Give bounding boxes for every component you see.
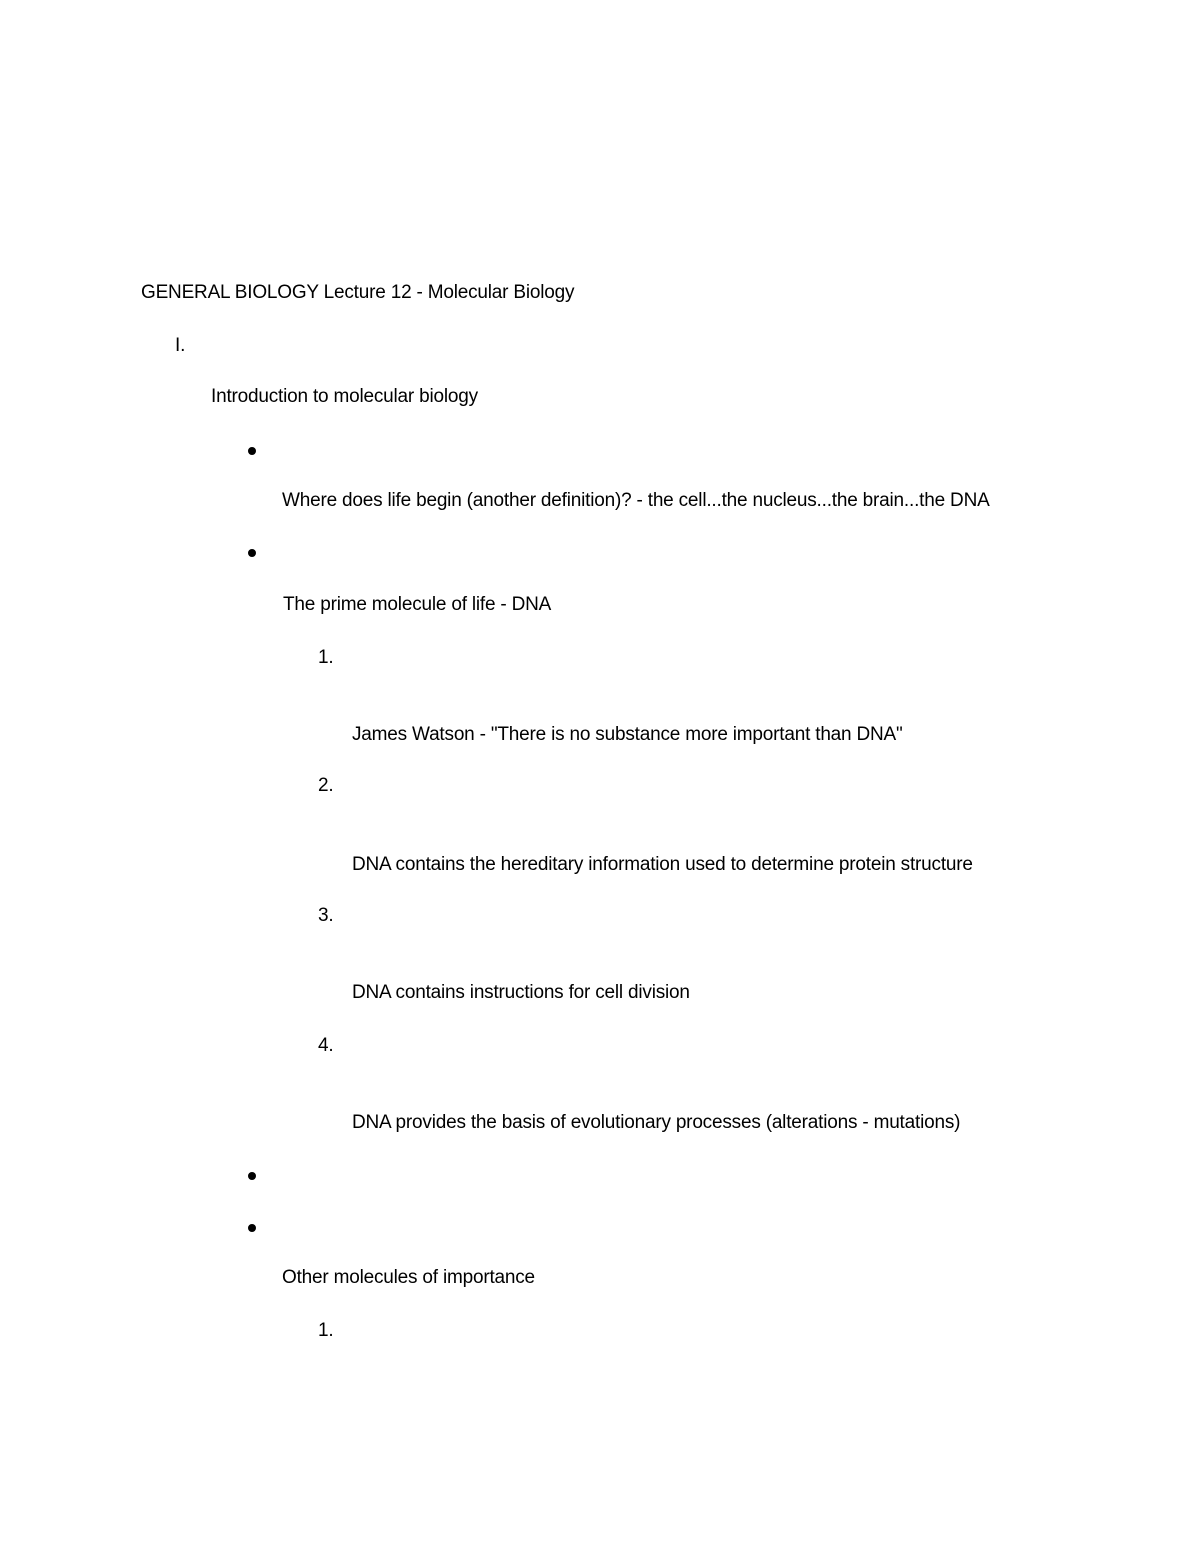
list-item-text: DNA contains instructions for cell division — [352, 982, 690, 1003]
list-item-text: DNA provides the basis of evolutionary processes (alterations - mutations) — [352, 1112, 961, 1133]
bullet-text: Other molecules of importance — [282, 1267, 535, 1288]
list-item-number: 1. — [318, 1320, 334, 1341]
bullet-text: Where does life begin (another definition)? - the cell...the nucleus...the brain...the DNA — [282, 490, 990, 511]
list-item-number: 1. — [318, 647, 334, 668]
list-item-number: 2. — [318, 775, 334, 796]
list-item-number: 4. — [318, 1035, 334, 1056]
list-item-text: DNA contains the hereditary information used to determine protein structure — [352, 854, 973, 875]
list-item-text: James Watson - "There is no substance more important than DNA" — [352, 724, 903, 745]
section-heading: Introduction to molecular biology — [211, 386, 478, 407]
section-marker: I. — [175, 335, 186, 356]
bullet-marker — [248, 447, 256, 455]
bullet-marker — [248, 549, 256, 557]
bullet-marker — [248, 1172, 256, 1180]
list-item-number: 3. — [318, 905, 334, 926]
document-title: GENERAL BIOLOGY Lecture 12 - Molecular Biology — [141, 282, 575, 303]
bullet-marker — [248, 1224, 256, 1232]
bullet-text: The prime molecule of life - DNA — [283, 594, 552, 615]
